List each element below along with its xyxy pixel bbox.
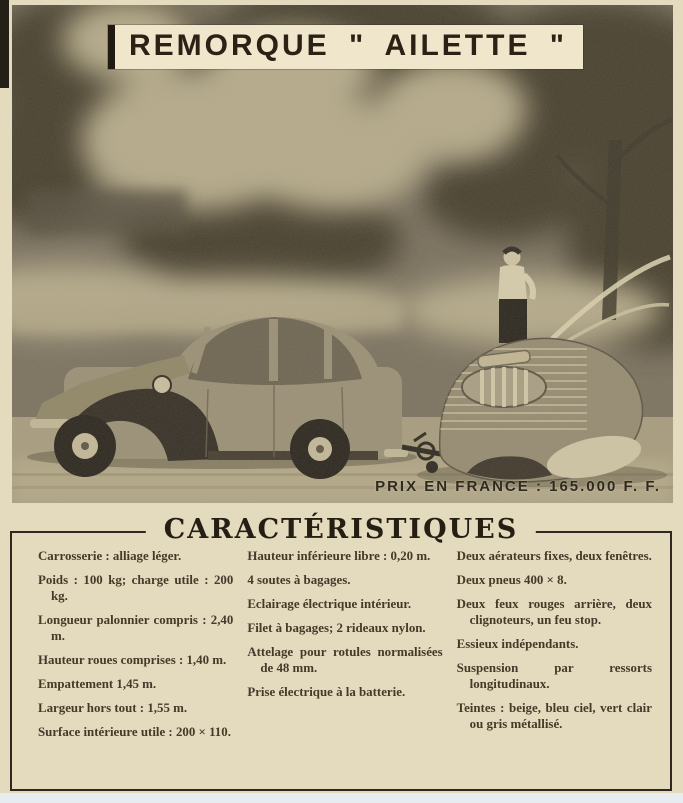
spec-item: Filet à bagages; 2 rideaux nylon. (247, 621, 426, 635)
spec-item: Longueur palonnier compris : 2,40 m. (38, 613, 234, 643)
spec-column-3 (457, 548, 652, 748)
spec-item: Empattement 1,45 m. (38, 677, 157, 691)
spec-item: Suspension par ressorts longitudinaux. (456, 661, 652, 691)
spec-item: Eclairage électrique intérieur. (247, 597, 412, 611)
spec-item: Prise électrique à la batterie. (247, 685, 406, 699)
characteristics-box (10, 514, 672, 791)
spec-column-2 (247, 548, 442, 748)
spec-columns (12, 533, 670, 748)
characteristics-title: CARACTÉRISTIQUES (146, 514, 536, 545)
spec-item: Surface intérieure utile : 200 × 110. (38, 725, 231, 739)
spec-item: Essieux indépendants. (456, 637, 579, 651)
spec-column-1 (38, 548, 233, 748)
banner-title: REMORQUE " AILETTE " (129, 29, 568, 62)
scan-margin-strip (0, 0, 9, 88)
title-banner (108, 25, 583, 69)
spec-item: Deux pneus 400 × 8. (456, 573, 567, 587)
spec-item: Deux feux rouges arrière, deux clignoteurs, un feu stop. (456, 597, 652, 627)
spec-item: Largeur hors tout : 1,55 m. (38, 701, 188, 715)
spec-item: Hauteur inférieure libre : 0,20 m. (247, 549, 431, 563)
photo-grain (12, 5, 673, 503)
spec-item: 4 soutes à bagages. (247, 573, 351, 587)
photo-illustration (12, 5, 673, 503)
price-label: PRIX EN FRANCE : 165.000 F. F. (375, 478, 661, 495)
spec-item: Hauteur roues comprises : 1,40 m. (38, 653, 227, 667)
spec-item: Deux aérateurs fixes, deux fenêtres. (456, 549, 652, 563)
spec-item: Teintes : beige, bleu ciel, vert clair ou gris métallisé. (456, 701, 652, 731)
spec-item: Poids : 100 kg; charge utile : 200 kg. (38, 573, 234, 603)
scan-edge-strip (0, 793, 683, 803)
photo-panel (12, 5, 673, 503)
spec-item: Attelage pour rotules normalisées de 48 mm. (247, 645, 443, 675)
spec-item: Carrosserie : alliage léger. (38, 549, 182, 563)
